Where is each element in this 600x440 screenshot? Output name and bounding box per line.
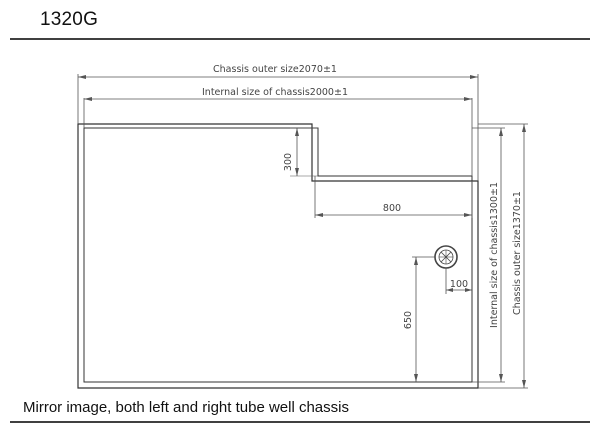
notch-height-label: 300 [283, 152, 294, 172]
drain-symbol [435, 246, 457, 268]
chassis-outer-outline [78, 124, 478, 388]
notch-width-label: 800 [382, 203, 402, 214]
footer-caption: Mirror image, both left and right tube well chassis [23, 399, 349, 416]
page-title: 1320G [40, 9, 99, 30]
chassis-inner-outline [84, 128, 472, 382]
drain-height-label: 650 [403, 310, 414, 330]
inner-width-label: Internal size of chassis2000±1 [202, 87, 348, 98]
inner-height-label: Internal size of chassis1300±1 [489, 182, 500, 328]
drain-offset-label: 100 [449, 279, 469, 290]
outer-height-label: Chassis outer size1370±1 [512, 191, 523, 315]
outer-width-label: Chassis outer size2070±1 [213, 64, 337, 75]
